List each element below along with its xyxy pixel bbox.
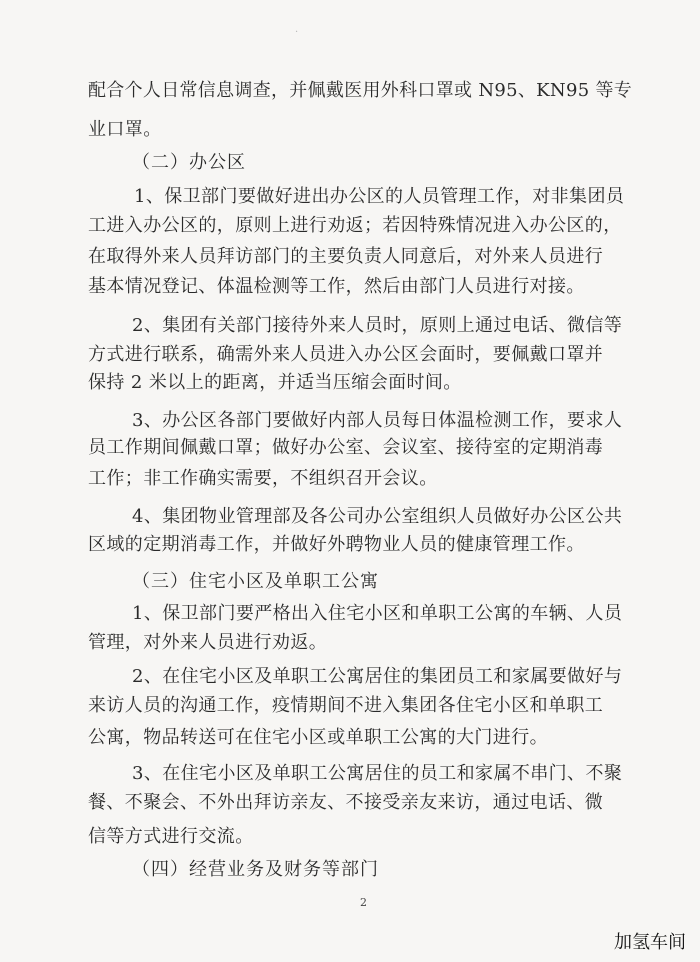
page-number: 2	[360, 896, 367, 909]
section-heading-residential-area: （三）住宅小区及单职工公寓	[132, 571, 379, 592]
body-line: 基本情况登记、体温检测等工作，然后由部门人员进行对接。	[88, 276, 585, 297]
body-line: 3、办公区各部门要做好内部人员每日体温检测工作，要求人	[132, 410, 623, 431]
body-line: 区域的定期消毒工作，并做好外聘物业人员的健康管理工作。	[88, 534, 585, 555]
body-line: 配合个人日常信息调查，并佩戴医用外科口罩或 N95、KN95 等专	[88, 80, 633, 101]
body-line: 信等方式进行交流。	[88, 826, 254, 847]
body-line: 方式进行联系，确需外来人员进入办公区会面时，要佩戴口罩并	[88, 344, 604, 365]
body-line: 工作；非工作确实需要，不组织召开会议。	[88, 468, 438, 489]
body-line: 保持 2 米以上的距离，并适当压缩会面时间。	[88, 372, 462, 393]
watermark-text: 加氢车间	[614, 932, 686, 953]
body-line: 3、在住宅小区及单职工公寓居住的员工和家属不串门、不聚	[132, 763, 623, 784]
body-line: 来访人员的沟通工作，疫情期间不进入集团各住宅小区和单职工	[88, 695, 604, 716]
body-line: 2、集团有关部门接待外来人员时，原则上通过电话、微信等	[132, 315, 623, 336]
body-line: 4、集团物业管理部及各公司办公室组织人员做好办公区公共	[132, 506, 623, 527]
body-line: 2、在住宅小区及单职工公寓居住的集团员工和家属要做好与	[132, 666, 623, 687]
body-line: 1、保卫部门要严格出入住宅小区和单职工公寓的车辆、人员	[132, 603, 623, 624]
section-heading-office-area: （二）办公区	[132, 152, 246, 173]
body-line: 工进入办公区的，原则上进行劝返；若因特殊情况进入办公区的，	[88, 215, 622, 236]
body-line: 管理，对外来人员进行劝返。	[88, 632, 328, 653]
body-line: 1、保卫部门要做好进出办公区的人员管理工作，对非集团员	[134, 186, 625, 207]
section-heading-business-finance: （四）经营业务及财务等部门	[132, 859, 379, 880]
body-line: 业口罩。	[88, 119, 162, 140]
body-line: 公寓，物品转送可在住宅小区或单职工公寓的大门进行。	[88, 727, 548, 748]
body-line: 餐、不聚会、不外出拜访亲友、不接受亲友来访，通过电话、微	[88, 792, 604, 813]
body-line: 在取得外来人员拜访部门的主要负责人同意后，对外来人员进行	[88, 246, 604, 267]
body-line: 员工作期间佩戴口罩；做好办公室、会议室、接待室的定期消毒	[88, 437, 604, 458]
scan-mark: ·	[295, 27, 299, 38]
